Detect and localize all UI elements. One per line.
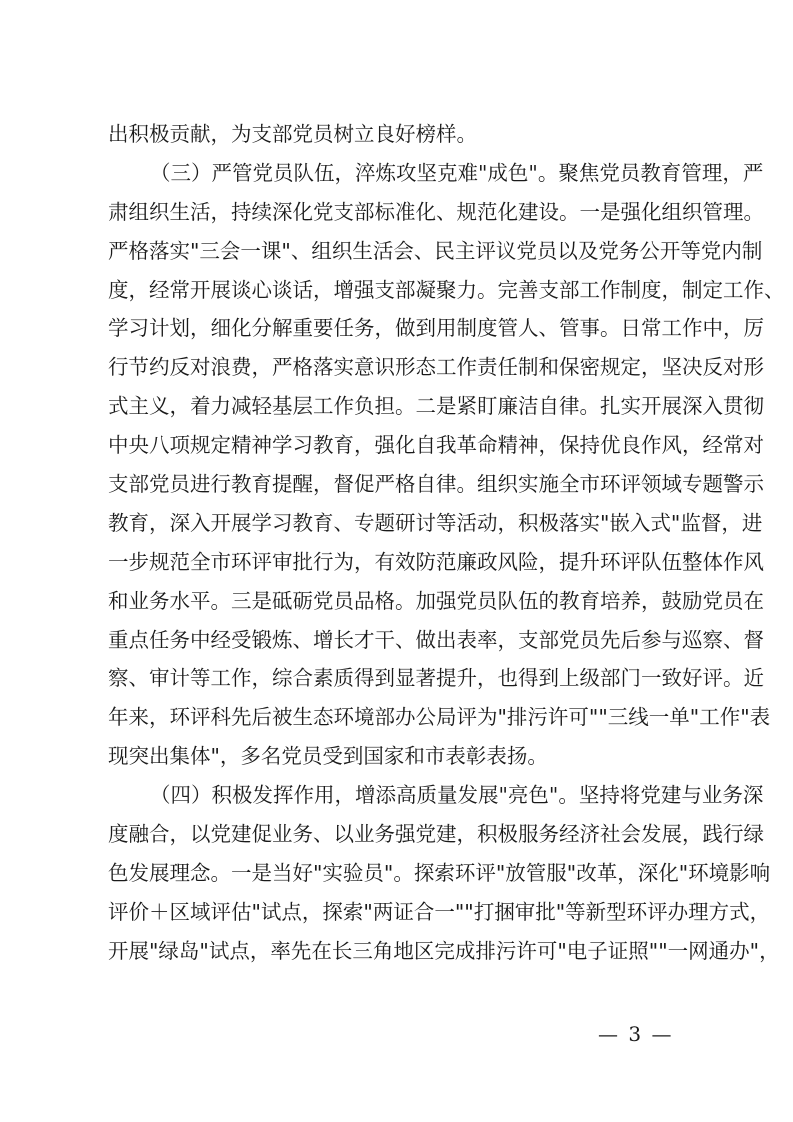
section-3-heading: （三）严管党员队伍，淬炼攻坚克难"成色"。 (150, 160, 559, 185)
text-line: 年来，环评科先后被生态环境部办公局评为"排污许可""三线一单"工作"表 (108, 705, 771, 730)
text-line: 出积极贡献，为支部党员树立良好榜样。 (108, 122, 477, 146)
text-line: 严格落实"三会一课"、组织生活会、民主评议党员以及党务公开等党内制 (108, 238, 763, 263)
text-line: 现突出集体"，多名党员受到国家和市表彰表扬。 (108, 744, 548, 769)
text-line: 中央八项规定精神学习教育，强化自我革命精神，保持优良作风，经常对 (108, 433, 764, 458)
section-3-first-line (108, 159, 764, 198)
text-line: 一步规范全市环评审批行为，有效防范廉政风险，提升环评队伍整体作风 (108, 549, 764, 574)
text-line: 肃组织生活，持续深化党支部标准化、规范化建设。一是强化组织管理。 (108, 199, 764, 224)
text-line: 行节约反对浪费，严格落实意识形态工作责任制和保密规定，坚决反对形 (108, 355, 764, 380)
text-line: 和业务水平。三是砥砺党员品格。加强党员队伍的教育培养，鼓励党员在 (108, 588, 764, 613)
text-line: 色发展理念。一是当好"实验员"。探索环评"放管服"改革，深化"环境影响 (108, 860, 771, 885)
text-line: 式主义，着力减轻基层工作负担。二是紧盯廉洁自律。扎实开展深入贯彻 (108, 394, 764, 419)
text-line: 评价＋区域评估"试点，探索"两证合一""打捆审批"等新型环评办理方式， (108, 899, 771, 924)
page-number: — 3 — (598, 1022, 674, 1046)
text-segment: 坚持将党建与业务深 (578, 783, 764, 808)
text-line: 学习计划，细化分解重要任务，做到用制度管人、管事。日常工作中，厉 (108, 316, 764, 341)
text-segment: 聚焦党员教育管理，严 (558, 160, 764, 185)
text-line: 重点任务中经受锻炼、增长才干、做出表率，支部党员先后参与巡察、督 (108, 627, 764, 652)
text-line: 教育，深入开展学习教育、专题研讨等活动，积极落实"嵌入式"监督，进 (108, 510, 763, 535)
text-line: 度融合，以党建促业务、以业务强党建，积极服务经济社会发展，践行绿 (108, 822, 764, 847)
text-line: 支部党员进行教育提醒，督促严格自律。组织实施全市环评领域专题警示 (108, 472, 764, 497)
text-line: 度，经常开展谈心谈话，增强支部凝聚力。完善支部工作制度，制定工作、 (108, 277, 785, 302)
document-body (108, 120, 785, 976)
text-line: 开展"绿岛"试点，率先在长三角地区完成排污许可"电子证照""一网通办"， (108, 938, 780, 963)
text-line: 察、审计等工作，综合素质得到显著提升，也得到上级部门一致好评。近 (108, 666, 764, 691)
section-4-first-line (108, 781, 764, 820)
section-4-heading: （四）积极发挥作用，增添高质量发展"亮色"。 (150, 783, 579, 808)
